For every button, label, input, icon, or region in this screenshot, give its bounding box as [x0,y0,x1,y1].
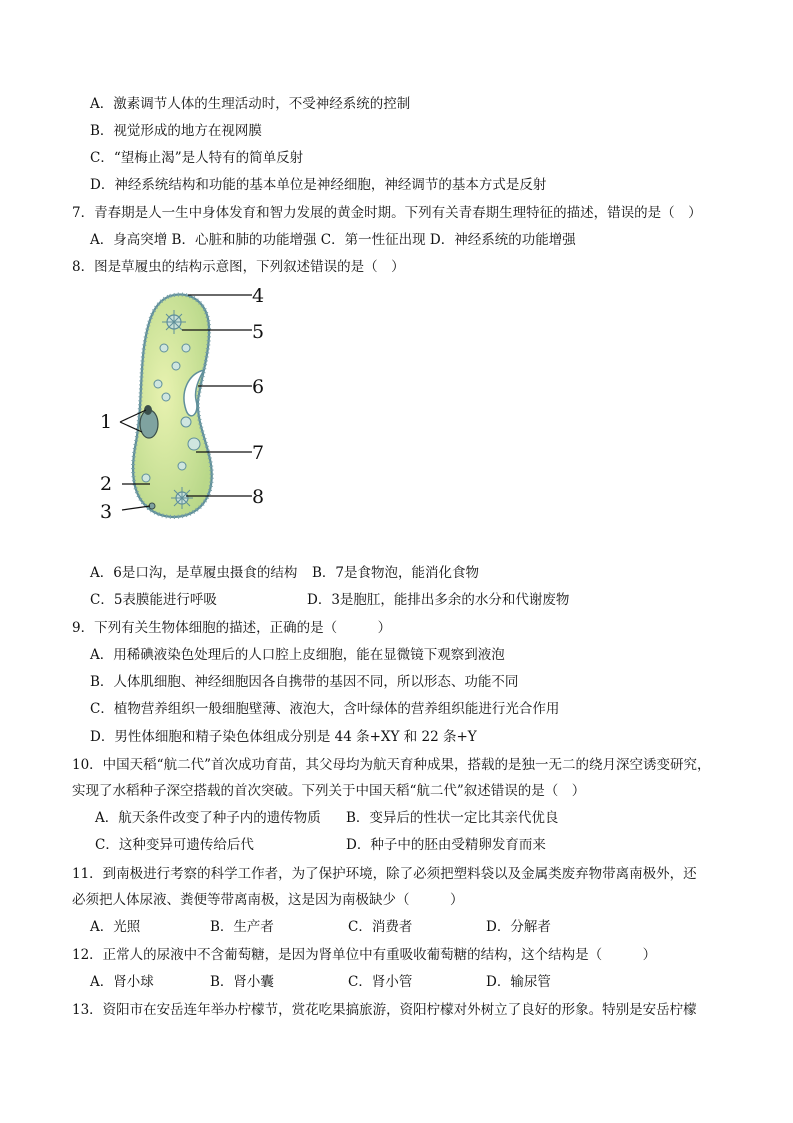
q8-option-a: A．6是口沟，是草履虫摄食的结构 [90,565,298,581]
q11-option-d: D．分解者 [486,919,551,935]
q13-stem: 13．资阳市在安岳连年举办柠檬节，赏花吃果搞旅游，资阳柠檬对外树立了良好的形象。特别是安岳柠檬 [72,1002,697,1018]
q10-option-d: D．种子中的胚由受精卵发育而来 [346,837,546,853]
q8-option-d: D．3是胞肛，能排出多余的水分和代谢废物 [307,592,570,608]
q10-stem-line1: 10．中国天稻“航二代”首次成功育苗，其父母均为航天育种成果，搭载的是独一无二的绕月深空诱变研究， [72,757,711,773]
q8-stem: 8．图是草履虫的结构示意图，下列叙述错误的是（ ） [72,259,405,275]
q6-option-c: C．“望梅止渴”是人特有的简单反射 [90,150,304,166]
q11-stem-line1: 11．到南极进行考察的科学工作者，为了保护环境，除了必须把塑料袋以及金属类废弃物带离南极外，还 [72,866,697,882]
q12-stem: 12．正常人的尿液中不含葡萄糖，是因为肾单位中有重吸收葡萄糖的结构，这个结构是（ ） [72,947,657,963]
q8-option-c: C．5表膜能进行呼吸 [90,592,217,608]
q12-option-b: B．肾小囊 [210,974,274,990]
q8-option-b: B．7是食物泡，能消化食物 [312,565,480,581]
q6-option-b: B．视觉形成的地方在视网膜 [90,123,262,139]
q7-stem: 7．青春期是人一生中身体发育和智力发展的黄金时期。下列有关青春期生理特征的描述，错误的是（ ） [72,205,702,221]
q12-option-d: D．输尿管 [486,974,551,990]
q10-option-c: C．这种变异可遗传给后代 [95,837,254,853]
q11-option-c: C．消费者 [348,919,413,935]
label-6: 6 [252,376,265,398]
q10-option-b: B．变异后的性状一定比其亲代优良 [346,810,559,826]
label-5: 5 [252,321,265,343]
contractile-vacuole-bottom [171,487,193,509]
q10-option-a: A．航天条件改变了种子内的遗传物质 [95,810,321,826]
q11-option-a: A．光照 [90,919,141,935]
label-2: 2 [100,473,113,495]
q9-stem: 9．下列有关生物体细胞的描述，正确的是（ ） [72,620,392,636]
q10-stem-line2: 实现了水稻种子深空搭载的首次突破。下列关于中国天稻“航二代”叙述错误的是（ ） [72,783,586,799]
q9-option-d: D．男性体细胞和精子染色体组成分别是 44 条+XY 和 22 条+Y [90,729,477,745]
label-1: 1 [100,411,113,433]
q12-option-a: A．肾小球 [90,974,154,990]
paramecium-diagram [92,282,292,532]
label-8: 8 [252,486,265,508]
label-7: 7 [252,442,265,464]
label-3: 3 [100,501,113,523]
q9-option-a: A．用稀碘液染色处理后的人口腔上皮细胞，能在显微镜下观察到液泡 [90,647,505,663]
q11-stem-line2: 必须把人体尿液、粪便等带离南极，这是因为南极缺少（ ） [72,892,464,908]
q11-option-b: B．生产者 [210,919,274,935]
q12-option-c: C．肾小管 [348,974,413,990]
q7-options: A．身高突增 B．心脏和肺的功能增强 C．第一性征出现 D．神经系统的功能增强 [90,232,576,248]
q9-option-c: C．植物营养组织一般细胞壁薄、液泡大，含叶绿体的营养组织能进行光合作用 [90,701,560,717]
q9-option-b: B．人体肌细胞、神经细胞因各自携带的基因不同，所以形态、功能不同 [90,674,519,690]
q6-option-a: A．激素调节人体的生理活动时，不受神经系统的控制 [90,96,411,112]
q6-option-d: D．神经系统结构和功能的基本单位是神经细胞，神经调节的基本方式是反射 [90,177,547,193]
label-4: 4 [252,285,265,307]
